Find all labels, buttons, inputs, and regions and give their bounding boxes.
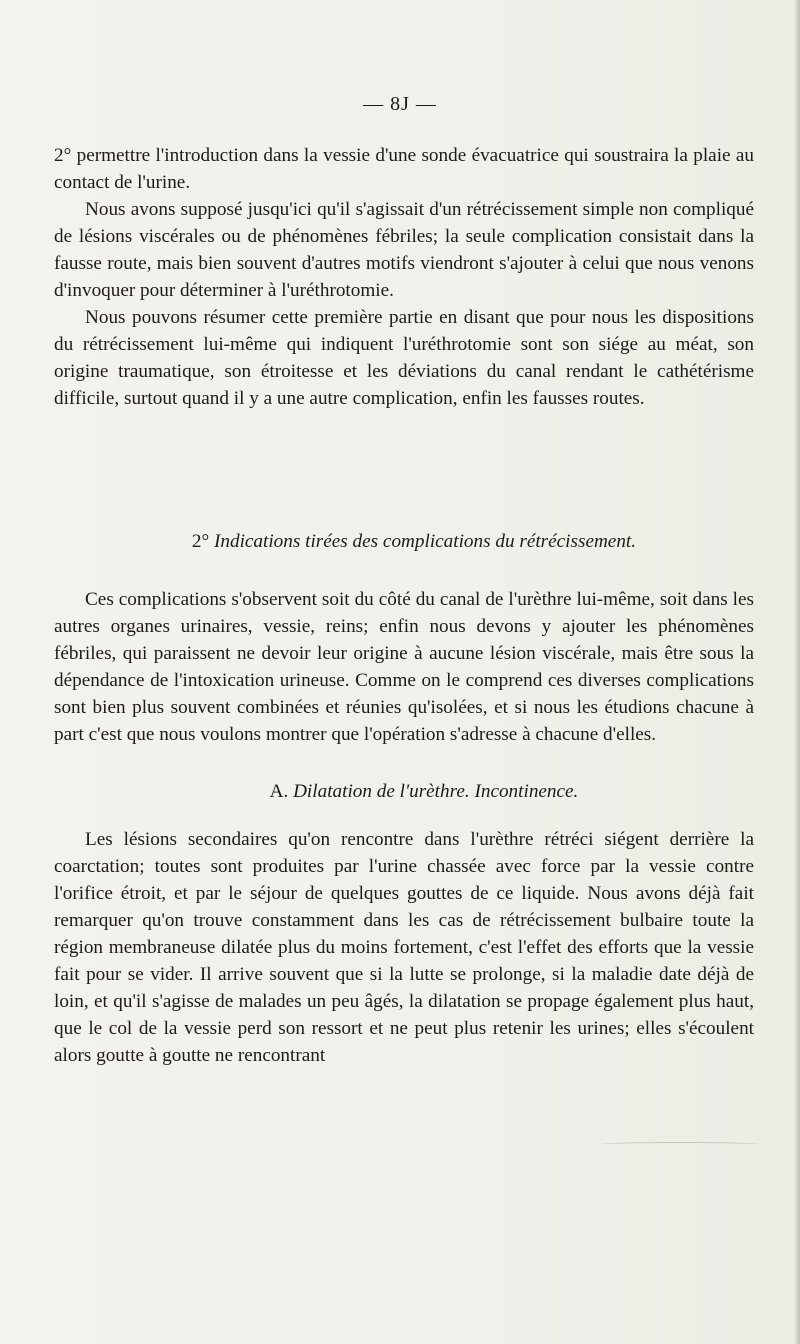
page-number: — 8J — xyxy=(363,93,437,115)
heading-number: 2° xyxy=(191,531,210,552)
paragraph: Les lésions secondaires qu'on rencontre dans l'urèthre rétréci siégent derrière la coarctation; toutes sont produites par l'urine chassée avec force par la vessie contre l'orifice étroit, et par le séjour de quelques gouttes de ce liquide. Nous avons déjà fait remarquer qu'on trouve constamment dans les cas de rétrécissement bulbaire toute la région membraneuse dilatée plus du moins fortement, c'est l'effet des efforts que la vessie fait pour se vider. Il arrive souvent que si la lutte se prolonge, si la maladie date déjà de loin, et qu'il s'agisse de malades un peu âgés, la dilatation se propage également plus haut, que le col de la vessie perd son ressort et ne peut plus retenir les urines; elles s'écoulent alors goutte à goutte ne rencontrant xyxy=(54,829,754,1066)
text-section-2 xyxy=(54,586,754,748)
paragraph: Nous avons supposé jusqu'ici qu'il s'agissait d'un rétrécissement simple non compliqué de lésions viscérales ou de phénomènes fébriles; la seule complication consistait dans la fausse route, mais bien souvent d'autres motifs viendront s'ajouter à celui que nous venons d'invoquer pour déterminer à l'uréthrotomie. xyxy=(54,199,754,301)
paragraph: Ces complications s'observent soit du côté du canal de l'urèthre lui-même, soit dans les autres organes urinaires, vessie, reins; enfin nous devons y ajouter les phénomènes fébriles, qui paraissent ne devoir leur origine à aucune lésion viscérale, mais être sous la dépendance de l'intoxication urineuse. Comme on le comprend ces diverses complications sont bien plus souvent combinées et réunies qu'isolées, et si nous les étudions chacune à part c'est que nous voulons montrer que l'opération s'adresse à chacune d'elles. xyxy=(54,589,754,745)
paragraph: Nous pouvons résumer cette première partie en disant que pour nous les dispositions du rétrécissement lui-même qui indiquent l'uréthrotomie sont son siége au méat, son origine traumatique, son étroitesse et les déviations du canal rendant le cathétérisme difficile, surtout quand il y a une autre complication, enfin les fausses routes. xyxy=(54,307,754,409)
text-section-3 xyxy=(54,826,754,1069)
heading-title: Dilatation de l'urèthre. Incontinence. xyxy=(293,781,579,802)
page-edge-shadow xyxy=(794,0,800,1344)
paper-mark xyxy=(600,1142,760,1147)
paragraph: 2° permettre l'introduction dans la vessie d'une sonde évacuatrice qui soustraira la plaie au contact de l'urine. xyxy=(54,145,754,193)
section-heading-dilatation xyxy=(24,778,800,805)
heading-title: Indications tirées des complications du rétrécissement. xyxy=(214,531,637,552)
heading-number: A. xyxy=(269,781,289,802)
text-section-1 xyxy=(54,142,754,412)
section-heading-complications xyxy=(14,528,800,555)
